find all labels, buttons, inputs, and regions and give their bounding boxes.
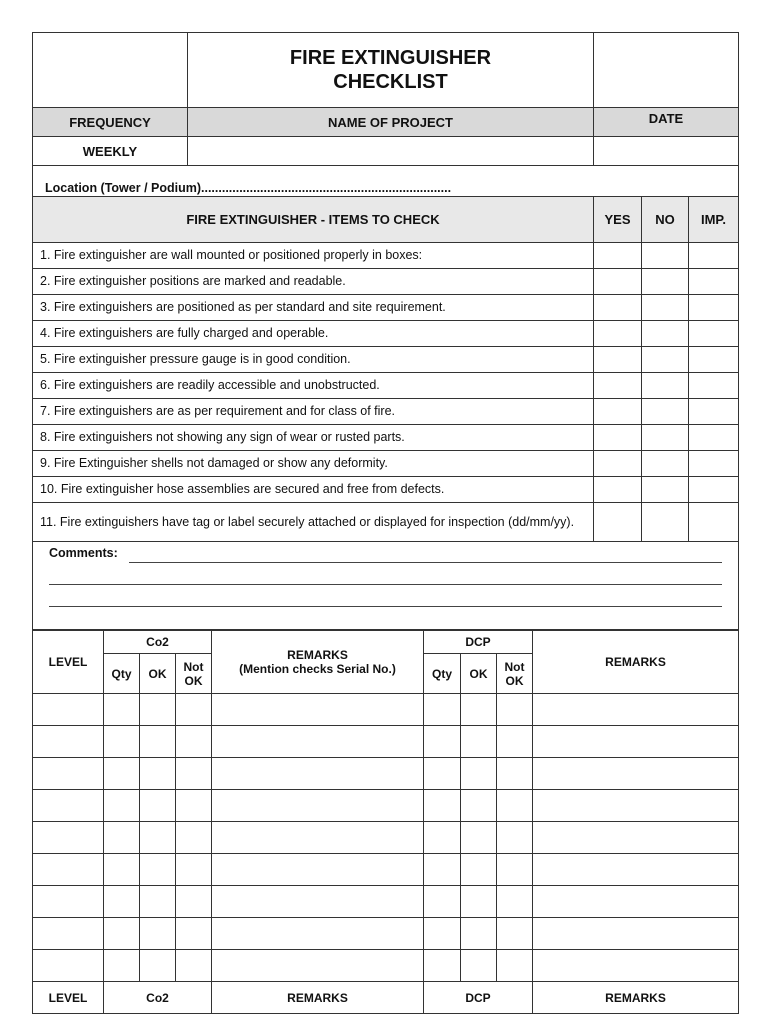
log-row bbox=[33, 950, 739, 982]
remarks-cell[interactable] bbox=[212, 758, 424, 790]
comment-line bbox=[129, 562, 722, 563]
imp-cell[interactable] bbox=[689, 372, 739, 398]
check-item: 4. Fire extinguishers are fully charged and operable. bbox=[33, 320, 594, 346]
comment-line bbox=[49, 606, 722, 607]
remarks-cell[interactable] bbox=[533, 726, 739, 758]
header-blank-right bbox=[594, 33, 739, 108]
level-cell[interactable] bbox=[33, 790, 104, 822]
dcp-ok-cell[interactable] bbox=[461, 950, 497, 982]
document-title bbox=[188, 33, 594, 108]
dcp-qty-cell[interactable] bbox=[424, 822, 461, 854]
imp-cell[interactable] bbox=[689, 294, 739, 320]
imp-column-header: IMP. bbox=[689, 196, 739, 242]
remarks-cell[interactable] bbox=[533, 950, 739, 982]
dcp-not-ok-cell[interactable] bbox=[497, 950, 533, 982]
yes-cell[interactable] bbox=[594, 320, 642, 346]
level-cell[interactable] bbox=[33, 726, 104, 758]
dcp-qty-cell[interactable] bbox=[424, 758, 461, 790]
remarks-cell[interactable] bbox=[212, 886, 424, 918]
date-field[interactable] bbox=[594, 137, 739, 166]
footer-remarks: REMARKS bbox=[212, 982, 424, 1014]
location-field[interactable]: Location (Tower / Podium)........................................................................ bbox=[33, 166, 739, 197]
remarks-header-line-2: (Mention checks Serial No.) bbox=[239, 661, 396, 676]
footer-level: LEVEL bbox=[33, 982, 104, 1014]
no-cell[interactable] bbox=[642, 424, 689, 450]
log-row bbox=[33, 790, 739, 822]
remarks-cell[interactable] bbox=[212, 790, 424, 822]
dcp-qty-cell[interactable] bbox=[424, 726, 461, 758]
check-item: 11. Fire extinguishers have tag or label securely attached or displayed for inspection (dd/mm/yy). bbox=[33, 502, 594, 541]
dcp-ok-cell[interactable] bbox=[461, 758, 497, 790]
title-line-1: FIRE EXTINGUISHER bbox=[289, 47, 492, 69]
dcp-ok-cell[interactable] bbox=[461, 822, 497, 854]
dcp-not-ok-cell[interactable] bbox=[497, 822, 533, 854]
co2-qty-cell[interactable] bbox=[104, 726, 140, 758]
level-cell[interactable] bbox=[33, 694, 104, 726]
yes-cell[interactable] bbox=[594, 372, 642, 398]
no-cell[interactable] bbox=[642, 450, 689, 476]
dcp-not-ok-cell[interactable] bbox=[497, 790, 533, 822]
yes-cell[interactable] bbox=[594, 424, 642, 450]
footer-remarks-2: REMARKS bbox=[533, 982, 739, 1014]
co2-not-ok-cell[interactable] bbox=[176, 918, 212, 950]
dcp-not-ok-cell[interactable] bbox=[497, 886, 533, 918]
check-item: 7. Fire extinguishers are as per requirement and for class of fire. bbox=[33, 398, 594, 424]
imp-cell[interactable] bbox=[689, 268, 739, 294]
no-cell[interactable] bbox=[642, 476, 689, 502]
co2-qty-cell[interactable] bbox=[104, 694, 140, 726]
comments-label: Comments: bbox=[49, 545, 118, 560]
dcp-ok-cell[interactable] bbox=[461, 854, 497, 886]
co2-ok-cell[interactable] bbox=[140, 918, 176, 950]
dcp-ok-cell[interactable] bbox=[461, 886, 497, 918]
comment-line bbox=[49, 584, 722, 585]
checklist-table bbox=[32, 196, 739, 631]
co2-not-ok-cell[interactable] bbox=[176, 886, 212, 918]
date-label: DATE bbox=[594, 108, 739, 137]
dcp-qty-cell[interactable] bbox=[424, 790, 461, 822]
remarks-cell[interactable] bbox=[212, 854, 424, 886]
remarks-cell[interactable] bbox=[212, 822, 424, 854]
co2-not-ok-cell[interactable] bbox=[176, 726, 212, 758]
check-item: 10. Fire extinguisher hose assemblies are secured and free from defects. bbox=[33, 476, 594, 502]
remarks-cell[interactable] bbox=[533, 758, 739, 790]
co2-ok-cell[interactable] bbox=[140, 726, 176, 758]
remarks-cell[interactable] bbox=[533, 790, 739, 822]
log-rows bbox=[33, 694, 739, 982]
co2-ok-cell[interactable] bbox=[140, 758, 176, 790]
log-row bbox=[33, 822, 739, 854]
no-cell[interactable] bbox=[642, 372, 689, 398]
log-row bbox=[33, 918, 739, 950]
dcp-not-ok-cell[interactable] bbox=[497, 726, 533, 758]
remarks-cell[interactable] bbox=[533, 854, 739, 886]
dcp-qty-cell[interactable] bbox=[424, 886, 461, 918]
title-line-2: CHECKLIST bbox=[333, 71, 448, 93]
yes-cell[interactable] bbox=[594, 268, 642, 294]
dcp-ok-cell[interactable] bbox=[461, 918, 497, 950]
footer-dcp: DCP bbox=[424, 982, 533, 1014]
dcp-qty-cell[interactable] bbox=[424, 854, 461, 886]
yes-cell[interactable] bbox=[594, 242, 642, 268]
yes-cell[interactable] bbox=[594, 398, 642, 424]
not-ok-line-2: OK bbox=[505, 673, 524, 688]
check-item: 5. Fire extinguisher pressure gauge is in good condition. bbox=[33, 346, 594, 372]
remarks-header-line-1: REMARKS bbox=[287, 647, 348, 662]
yes-column-header: YES bbox=[594, 196, 642, 242]
co2-ok-cell[interactable] bbox=[140, 950, 176, 982]
no-column-header: NO bbox=[642, 196, 689, 242]
dcp-header: DCP bbox=[424, 630, 533, 654]
not-ok-line-1: Not bbox=[183, 659, 204, 674]
no-cell[interactable] bbox=[642, 268, 689, 294]
co2-ok-cell[interactable] bbox=[140, 694, 176, 726]
remarks-cell[interactable] bbox=[533, 694, 739, 726]
no-cell[interactable] bbox=[642, 320, 689, 346]
log-row bbox=[33, 758, 739, 790]
dcp-ok-cell[interactable] bbox=[461, 726, 497, 758]
co2-not-ok-cell[interactable] bbox=[176, 694, 212, 726]
co2-not-ok-cell[interactable] bbox=[176, 790, 212, 822]
co2-qty-cell[interactable] bbox=[104, 822, 140, 854]
co2-qty-cell[interactable] bbox=[104, 758, 140, 790]
remarks-cell[interactable] bbox=[533, 918, 739, 950]
dcp-qty-cell[interactable] bbox=[424, 918, 461, 950]
co2-not-ok-cell[interactable] bbox=[176, 822, 212, 854]
level-cell[interactable] bbox=[33, 758, 104, 790]
co2-qty-cell[interactable] bbox=[104, 854, 140, 886]
co2-qty-header: Qty bbox=[104, 654, 140, 694]
dcp-ok-header: OK bbox=[461, 654, 497, 694]
co2-not-ok-cell[interactable] bbox=[176, 950, 212, 982]
project-name-label: NAME OF PROJECT bbox=[188, 108, 594, 137]
level-cell[interactable] bbox=[33, 822, 104, 854]
level-cell[interactable] bbox=[33, 950, 104, 982]
co2-not-ok-header bbox=[176, 654, 212, 694]
co2-ok-header: OK bbox=[140, 654, 176, 694]
check-item: 9. Fire Extinguisher shells not damaged or show any deformity. bbox=[33, 450, 594, 476]
not-ok-line-2: OK bbox=[184, 673, 203, 688]
log-row bbox=[33, 694, 739, 726]
checklist-heading: FIRE EXTINGUISHER - ITEMS TO CHECK bbox=[33, 196, 594, 242]
dcp-qty-cell[interactable] bbox=[424, 694, 461, 726]
co2-qty-cell[interactable] bbox=[104, 950, 140, 982]
extinguisher-log-table bbox=[32, 629, 739, 1014]
co2-ok-cell[interactable] bbox=[140, 822, 176, 854]
co2-not-ok-cell[interactable] bbox=[176, 758, 212, 790]
co2-not-ok-cell[interactable] bbox=[176, 854, 212, 886]
no-cell[interactable] bbox=[642, 294, 689, 320]
dcp-not-ok-header bbox=[497, 654, 533, 694]
imp-cell[interactable] bbox=[689, 502, 739, 541]
remarks-cell[interactable] bbox=[212, 950, 424, 982]
co2-qty-cell[interactable] bbox=[104, 886, 140, 918]
log-row bbox=[33, 886, 739, 918]
log-row bbox=[33, 726, 739, 758]
check-item: 6. Fire extinguishers are readily accessible and unobstructed. bbox=[33, 372, 594, 398]
remarks-cell[interactable] bbox=[212, 694, 424, 726]
check-item: 8. Fire extinguishers not showing any sign of wear or rusted parts. bbox=[33, 424, 594, 450]
no-cell[interactable] bbox=[642, 502, 689, 541]
remarks-serial-header bbox=[212, 630, 424, 694]
check-item: 2. Fire extinguisher positions are marked and readable. bbox=[33, 268, 594, 294]
remarks-header: REMARKS bbox=[533, 630, 739, 694]
header-table bbox=[32, 32, 739, 197]
footer-co2: Co2 bbox=[104, 982, 212, 1014]
header-blank-left bbox=[33, 33, 188, 108]
yes-cell[interactable] bbox=[594, 294, 642, 320]
dcp-not-ok-cell[interactable] bbox=[497, 918, 533, 950]
imp-cell[interactable] bbox=[689, 450, 739, 476]
dcp-not-ok-cell[interactable] bbox=[497, 758, 533, 790]
imp-cell[interactable] bbox=[689, 476, 739, 502]
level-cell[interactable] bbox=[33, 918, 104, 950]
dcp-ok-cell[interactable] bbox=[461, 790, 497, 822]
no-cell[interactable] bbox=[642, 242, 689, 268]
checklist-sheet bbox=[32, 32, 738, 1014]
yes-cell[interactable] bbox=[594, 450, 642, 476]
yes-cell[interactable] bbox=[594, 476, 642, 502]
yes-cell[interactable] bbox=[594, 502, 642, 541]
project-name-field[interactable] bbox=[188, 137, 594, 166]
check-item: 3. Fire extinguishers are positioned as per standard and site requirement. bbox=[33, 294, 594, 320]
co2-qty-cell[interactable] bbox=[104, 918, 140, 950]
check-item: 1. Fire extinguisher are wall mounted or positioned properly in boxes: bbox=[33, 242, 594, 268]
level-header: LEVEL bbox=[33, 630, 104, 694]
dcp-qty-header: Qty bbox=[424, 654, 461, 694]
co2-header: Co2 bbox=[104, 630, 212, 654]
not-ok-line-1: Not bbox=[504, 659, 525, 674]
dcp-ok-cell[interactable] bbox=[461, 694, 497, 726]
remarks-cell[interactable] bbox=[533, 886, 739, 918]
log-row bbox=[33, 854, 739, 886]
no-cell[interactable] bbox=[642, 346, 689, 372]
imp-cell[interactable] bbox=[689, 424, 739, 450]
yes-cell[interactable] bbox=[594, 346, 642, 372]
imp-cell[interactable] bbox=[689, 346, 739, 372]
remarks-cell[interactable] bbox=[533, 822, 739, 854]
comments-box[interactable] bbox=[33, 541, 739, 630]
no-cell[interactable] bbox=[642, 398, 689, 424]
co2-ok-cell[interactable] bbox=[140, 790, 176, 822]
dcp-not-ok-cell[interactable] bbox=[497, 854, 533, 886]
remarks-cell[interactable] bbox=[212, 726, 424, 758]
imp-cell[interactable] bbox=[689, 320, 739, 346]
imp-cell[interactable] bbox=[689, 398, 739, 424]
level-cell[interactable] bbox=[33, 886, 104, 918]
frequency-label: FREQUENCY bbox=[33, 108, 188, 137]
remarks-cell[interactable] bbox=[212, 918, 424, 950]
co2-qty-cell[interactable] bbox=[104, 790, 140, 822]
dcp-not-ok-cell[interactable] bbox=[497, 694, 533, 726]
co2-ok-cell[interactable] bbox=[140, 886, 176, 918]
level-cell[interactable] bbox=[33, 854, 104, 886]
imp-cell[interactable] bbox=[689, 242, 739, 268]
co2-ok-cell[interactable] bbox=[140, 854, 176, 886]
dcp-qty-cell[interactable] bbox=[424, 950, 461, 982]
frequency-value: WEEKLY bbox=[33, 137, 188, 166]
